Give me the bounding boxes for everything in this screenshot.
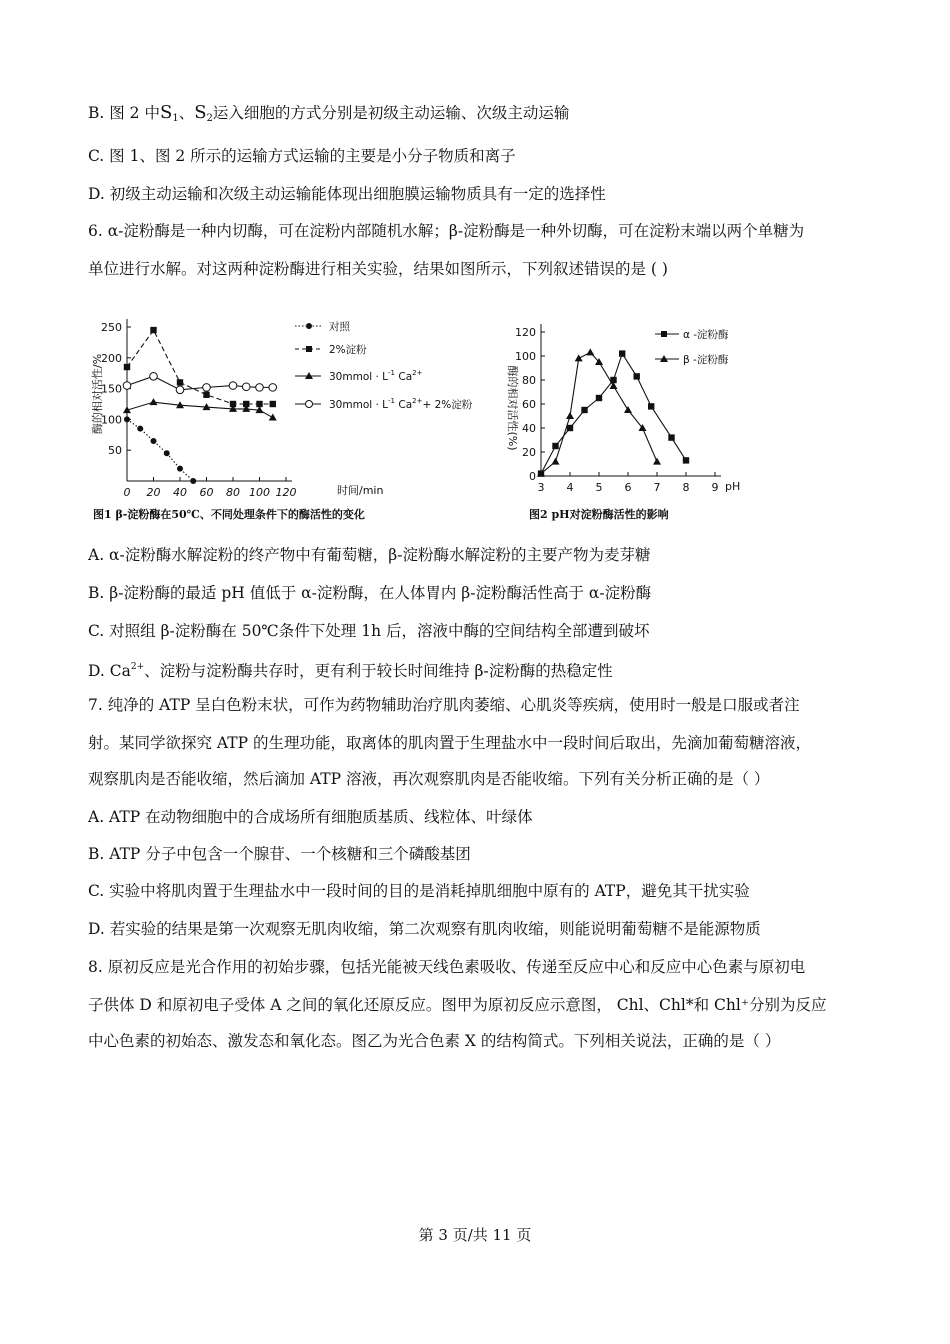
x-tick-label: 100 <box>249 486 270 499</box>
legend-label-starch: 2%淀粉 <box>329 344 367 356</box>
x-tick-label: 3 <box>537 481 545 494</box>
option-7c: C. 实验中将肌肉置于生理盐水中一段时间的目的是消耗掉肌细胞中原有的 ATP，避免其干扰实验 <box>88 882 750 900</box>
legend-label-ca: 30mmol · $L^{-1}$ $Ca^{2+}$ <box>329 369 423 383</box>
legend-label-control: 对照 <box>329 321 350 333</box>
s1-symbol: S <box>159 102 173 123</box>
legend-marker-alpha <box>661 331 667 337</box>
figure-1-chart <box>85 312 485 527</box>
figure-2-caption: 图2 pH对淀粉酶活性的影响 <box>529 508 669 521</box>
option-5b-text: 运入细胞的方式分别是初级主动运输、次级主动运输 <box>212 104 570 122</box>
legend-marker-ca-starch <box>306 401 313 408</box>
y-tick-label: 80 <box>522 374 536 387</box>
page-footer: 第 3 页/共 11 页 <box>418 1226 532 1244</box>
data-point-series-0 <box>683 457 689 463</box>
data-point-series-1 <box>270 401 276 407</box>
legend-marker-starch <box>306 346 312 352</box>
data-point-series-0 <box>124 416 130 422</box>
x-tick-label: 40 <box>173 486 187 499</box>
data-point-series-0 <box>634 373 640 379</box>
figure-1-xlabel: 时间/min <box>337 484 384 497</box>
data-point-series-0 <box>668 434 674 440</box>
data-point-series-1 <box>150 327 156 333</box>
figure-1-caption: 图1 β-淀粉酶在50℃、不同处理条件下的酶活性的变化 <box>93 508 365 521</box>
figure-2-xlabel: pH <box>725 480 741 493</box>
data-point-series-0 <box>190 478 196 484</box>
option-7a: A. ATP 在动物细胞中的合成场所有细胞质基质、线粒体、叶绿体 <box>88 808 533 826</box>
data-point-series-2 <box>150 398 158 405</box>
data-point-series-0 <box>596 395 602 401</box>
option-7b: B. ATP 分子中包含一个腺苷、一个核糖和三个磷酸基团 <box>88 845 471 863</box>
data-point-series-3 <box>242 383 250 391</box>
y-tick-label: 200 <box>101 351 122 365</box>
data-point-series-0 <box>137 426 143 432</box>
legend-label-alpha: α -淀粉酶 <box>683 329 729 341</box>
data-point-series-1 <box>177 379 183 385</box>
series-line-1 <box>127 330 273 404</box>
data-point-series-1 <box>653 458 661 465</box>
question-6-line-1: 6. α-淀粉酶是一种内切酶，可在淀粉内部随机水解；β-淀粉酶是一种外切酶，可在淀粉末端以两个单糖为 <box>88 222 805 240</box>
option-7d: D. 若实验的结果是第一次观察无肌肉收缩，第二次观察有肌肉收缩，则能说明葡萄糖不是能源物质 <box>88 920 761 938</box>
option-6a: A. α-淀粉酶水解淀粉的终产物中有葡萄糖，β-淀粉酶水解淀粉的主要产物为麦芽糖 <box>88 546 651 564</box>
data-point-series-0 <box>648 403 654 409</box>
s2-subscript: 2 <box>206 113 213 124</box>
y-tick-label: 0 <box>529 470 536 483</box>
option-6d-text: 、淀粉与淀粉酶共存时，更有利于较长时间维持 β-淀粉酶的热稳定性 <box>144 662 613 680</box>
series-line-0 <box>541 354 686 474</box>
data-point-series-3 <box>256 384 264 392</box>
question-7-line-1: 7. 纯净的 ATP 呈白色粉末状，可作为药物辅助治疗肌肉萎缩、心肌炎等疾病，使用时一般是口服或者注 <box>88 696 800 714</box>
s2-symbol: S <box>194 102 207 123</box>
figure-2-chart <box>495 318 795 528</box>
option-6c: C. 对照组 β-淀粉酶在 50℃条件下处理 1h 后，溶液中酶的空间结构全部遭到破坏 <box>88 622 650 640</box>
figure-1-legend <box>295 320 473 411</box>
data-point-series-0 <box>619 350 625 356</box>
data-point-series-1 <box>203 392 209 398</box>
figure-2-ylabel: 酶的相对活性(%) <box>506 365 519 451</box>
x-tick-label: 9 <box>711 481 719 494</box>
option-5b <box>88 102 569 130</box>
question-8-line-2: 子供体 D 和原初电子受体 A 之间的氧化还原反应。图甲为原初反应示意图， Chl、Chl*和 Chl⁺分别为反应 <box>88 996 827 1014</box>
y-tick-label: 250 <box>101 321 122 334</box>
data-point-series-0 <box>552 443 558 449</box>
x-tick-label: 80 <box>226 486 240 499</box>
x-tick-label: 20 <box>146 486 161 499</box>
s1-subscript: 1 <box>172 113 179 124</box>
question-8-line-3: 中心色素的初始态、激发态和氧化态。图乙为光合色素 X 的结构简式。下列相关说法，正确的是（ ） <box>88 1032 781 1050</box>
x-tick-label: 60 <box>199 486 214 499</box>
series-line-1 <box>541 352 657 473</box>
option-6b: B. β-淀粉酶的最适 pH 值低于 α-淀粉酶，在人体胃内 β-淀粉酶活性高于 α-淀粉酶 <box>88 584 652 602</box>
option-5d: D. 初级主动运输和次级主动运输能体现出细胞膜运输物质具有一定的选择性 <box>88 185 606 203</box>
question-7-line-3: 观察肌肉是否能收缩，然后滴加 ATP 溶液，再次观察肌肉是否能收缩。下列有关分析正确的是（ ） <box>88 770 770 788</box>
data-point-series-0 <box>567 425 573 431</box>
y-tick-label: 20 <box>522 446 536 459</box>
data-point-series-3 <box>229 382 237 390</box>
x-tick-label: 8 <box>682 481 690 494</box>
x-tick-label: 4 <box>566 481 574 494</box>
y-tick-label: 100 <box>101 413 122 427</box>
x-tick-label: 6 <box>624 481 632 494</box>
legend-marker-control <box>306 323 312 329</box>
data-point-series-0 <box>177 466 183 472</box>
x-tick-label: 7 <box>653 481 661 494</box>
data-point-series-1 <box>624 406 632 413</box>
data-point-series-1 <box>124 364 130 370</box>
legend-label-ca-starch: 30mmol · $L^{-1}$ $Ca^{2+}+ 2\%$淀粉 <box>329 397 473 411</box>
data-point-series-0 <box>151 438 157 444</box>
data-point-series-3 <box>176 386 184 394</box>
data-point-series-1 <box>586 348 594 355</box>
question-8-line-1: 8. 原初反应是光合作用的初始步骤，包括光能被天线色素吸收、传递至反应中心和反应中心色素与原初电 <box>88 958 806 976</box>
figure-2-legend <box>655 328 729 366</box>
data-point-series-3 <box>123 382 131 390</box>
data-point-series-3 <box>150 372 158 380</box>
x-tick-label: 120 <box>275 486 297 499</box>
y-tick-label: 120 <box>515 326 536 339</box>
option-6d <box>88 656 613 682</box>
y-tick-label: 60 <box>522 398 536 411</box>
option-5b-prefix: B. 图 2 中 <box>88 104 160 122</box>
data-point-series-1 <box>575 354 583 361</box>
question-6-line-2: 单位进行水解。对这两种淀粉酶进行相关实验，结果如图所示，下列叙述错误的是 ( ) <box>88 260 668 278</box>
data-point-series-0 <box>581 407 587 413</box>
option-5c: C. 图 1、图 2 所示的运输方式运输的主要是小分子物质和离子 <box>88 147 516 165</box>
series-line-3 <box>127 376 273 390</box>
y-tick-label: 150 <box>101 382 122 396</box>
question-7-line-2: 射。某同学欲探究 ATP 的生理功能，取离体的肌肉置于生理盐水中一段时间后取出，先滴加葡萄糖溶液， <box>88 734 811 752</box>
data-point-series-1 <box>552 458 560 465</box>
y-tick-label: 100 <box>515 350 536 363</box>
data-point-series-3 <box>203 384 211 392</box>
x-tick-label: 5 <box>595 481 603 494</box>
separator: 、 <box>178 104 195 122</box>
data-point-series-2 <box>269 414 277 421</box>
x-tick-label: 0 <box>123 486 131 499</box>
legend-label-beta: β -淀粉酶 <box>683 354 729 366</box>
ca-superscript: 2+ <box>130 662 145 672</box>
data-point-series-0 <box>164 450 170 456</box>
y-tick-label: 50 <box>108 444 122 458</box>
y-tick-label: 40 <box>522 422 536 435</box>
data-point-series-3 <box>269 384 277 392</box>
figure-1-ylabel: 酶的相对活性/% <box>91 353 104 435</box>
series-line-0 <box>127 419 193 481</box>
option-6d-prefix: D. Ca <box>88 662 131 680</box>
data-point-series-1 <box>566 412 574 419</box>
